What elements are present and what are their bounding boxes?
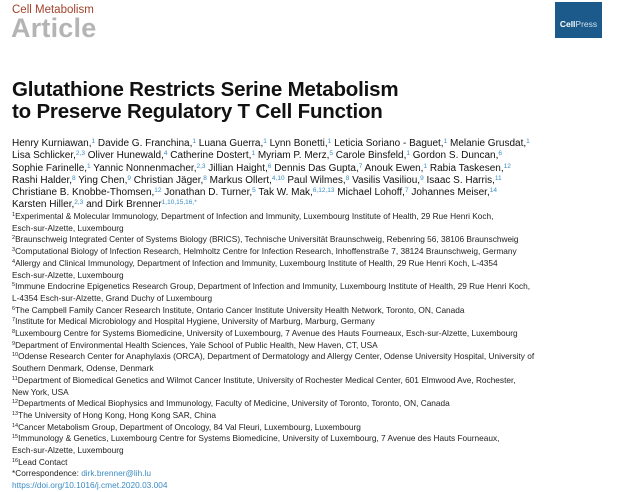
author-affiliation-ref[interactable]: 9 (127, 174, 131, 182)
affiliation-line (12, 328, 612, 340)
author-affiliation-ref[interactable]: 1 (443, 138, 448, 145)
affiliation-number: 1 (12, 212, 16, 218)
author-affiliation-ref[interactable]: 11 (494, 174, 502, 182)
author-name[interactable]: Henry Kurniawan, (12, 138, 92, 149)
affiliation-text: Southern Denmark, Odense, Denmark (12, 363, 154, 374)
affiliation-line (12, 246, 612, 258)
affiliation-text: Experimental & Molecular Immunology, Department of Infection and Immunity, Luxembourg Institute of Health, 29 Rue Henri Koch, (15, 211, 494, 221)
author-affiliation-ref[interactable]: 5 (329, 150, 333, 158)
affiliation-text: Braunschweig Integrated Center of Systems Biology (BRICS), Technische Universität Braunschweig, Rebenring 56, 38106 Braunschweig (15, 234, 519, 245)
affiliation-number: 14 (12, 422, 19, 429)
author-affiliation-ref[interactable]: 7 (358, 162, 363, 170)
author-line (12, 163, 612, 175)
author-affiliation-ref[interactable]: 14 (489, 187, 497, 195)
author-affiliation-ref[interactable]: 1 (251, 150, 256, 158)
author-line (12, 150, 612, 162)
affiliation-number: 11 (12, 375, 18, 382)
affiliation-number: 5 (12, 282, 16, 289)
author-name[interactable]: Jonathan D. Turner, (161, 187, 253, 199)
author-name[interactable]: Yannic Nonnenmacher, (90, 162, 197, 174)
affiliation-number: 7 (12, 317, 16, 324)
paper-title (12, 79, 398, 123)
author-name[interactable]: Rabia Taskesen, (427, 162, 504, 174)
author-affiliation-ref[interactable]: 1 (87, 162, 91, 170)
author-affiliation-ref[interactable]: 6 (267, 162, 272, 170)
affiliation-line (12, 433, 612, 445)
author-name[interactable]: Tak W. Mak, (255, 187, 313, 199)
affiliation-text: Department of Biomedical Genetics and Wilmot Cancer Institute, University of Rochester Medical Center, 601 Elmwood Ave, Rochester, (17, 374, 516, 385)
affiliation-text: Lead Contact (18, 456, 68, 467)
journal-name: Cell Metabolism (12, 4, 94, 16)
author-name[interactable]: Dennis Das Gupta, (271, 162, 359, 174)
affiliation-line (12, 422, 612, 434)
affiliation-text: Departments of Medical Biophysics and Immunology, Faculty of Medicine, University of Toronto, Toronto, ON, Canada (18, 398, 450, 409)
author-affiliation-ref[interactable]: 12 (154, 187, 162, 195)
doi-link[interactable]: https://doi.org/10.1016/j.cmet.2020.03.004 (12, 480, 168, 491)
author-affiliation-ref[interactable]: 12 (503, 162, 511, 170)
author-name[interactable]: Johannes Meiser, (408, 187, 490, 199)
affiliation-number: 9 (12, 340, 16, 347)
affiliation-text: Immune Endocrine Epigenetics Research Group, Department of Infection and Immunity, Luxembourg Institute of Health, 29 Rue Henri Koch, (15, 281, 531, 292)
author-name[interactable]: Lynn Bonetti, (266, 138, 328, 149)
author-affiliation-ref[interactable]: 1 (406, 150, 410, 158)
affiliation-number: 2 (12, 235, 16, 242)
author-affiliation-ref[interactable]: 2,3 (75, 150, 85, 158)
affiliation-number: 4 (12, 258, 16, 265)
affiliation-number: 13 (12, 410, 19, 417)
affiliation-text: L-4354 Esch-sur-Alzette, Grand Duchy of Luxembourg (12, 292, 213, 303)
author-name[interactable]: Leticia Soriano - Baguet, (331, 138, 444, 149)
affiliation-number: 12 (12, 399, 19, 406)
correspondence-email-link[interactable]: dirk.brenner@lih.lu (81, 468, 151, 479)
author-affiliation-ref[interactable]: 1 (327, 138, 332, 145)
author-name[interactable]: Paul Wilmes, (284, 174, 346, 186)
affiliation-line (12, 410, 612, 422)
author-affiliation-ref[interactable]: 8 (203, 174, 207, 182)
author-name[interactable]: Myriam P. Merz, (255, 150, 330, 162)
author-affiliation-ref[interactable]: 2,3 (74, 199, 84, 207)
correspondence-label: *Correspondence: (12, 468, 82, 479)
affiliation-number: 15 (12, 434, 19, 441)
article-type: Article (11, 13, 97, 43)
affiliation-text: Department of Environmental Health Sciences, Yale School of Public Health, New Haven, CT, USA (15, 339, 378, 350)
author-name[interactable]: Karsten Hiller, (12, 199, 75, 211)
author-affiliation-ref[interactable]: 8 (345, 174, 350, 182)
affiliation-line (12, 293, 612, 305)
affiliation-line (12, 351, 612, 363)
author-line (12, 138, 612, 150)
affiliation-number: 6 (12, 305, 16, 312)
author-name[interactable]: Isaac S. Harris, (423, 174, 495, 186)
author-affiliation-ref[interactable]: 4 (163, 150, 168, 158)
cellpress-logo[interactable] (555, 2, 602, 38)
affiliation-text: New York, USA (12, 386, 69, 397)
author-name[interactable]: Davide G. Franchina, (95, 138, 193, 149)
author-name[interactable]: Jillian Haight, (205, 162, 268, 174)
affiliation-line (12, 223, 612, 235)
affiliation-line (12, 258, 612, 270)
author-name[interactable]: Oliver Hunewald, (84, 150, 164, 162)
affiliation-text: Esch-sur-Alzette, Luxembourg (12, 222, 124, 233)
author-name[interactable]: Melanie Grusdat, (447, 138, 527, 149)
author-affiliation-ref[interactable]: 6 (498, 150, 502, 158)
author-name[interactable]: and Dirk Brenner (83, 199, 162, 211)
author-affiliation-ref[interactable]: 1 (423, 162, 428, 170)
affiliation-text: Computational Biology of Infection Research, Helmholtz Centre for Infection Research, Inhoffenstraße 7, 38124 Braunschweig, Germany (15, 246, 517, 257)
affiliation-line (12, 211, 612, 223)
author-name[interactable]: Carole Binsfeld, (332, 150, 407, 162)
affiliation-line (12, 457, 612, 469)
affiliation-line (12, 445, 612, 457)
author-line (12, 187, 612, 199)
author-name[interactable]: Rashi Halder, (12, 174, 73, 186)
author-affiliation-ref[interactable]: 1 (526, 138, 530, 145)
author-name[interactable]: Christian Jäger, (131, 174, 204, 186)
affiliation-text: Odense Research Center for Anaphylaxis (ORCA), Department of Dermatology and Allergy Center, Odense University Hospital, University of (18, 351, 535, 362)
author-name[interactable]: Catherine Dostert, (167, 150, 252, 162)
author-affiliation-ref[interactable]: 9 (420, 174, 424, 182)
author-affiliation-ref[interactable]: 1,10,15,16,* (161, 199, 197, 207)
affiliation-number: 3 (12, 247, 16, 254)
affiliation-line (12, 340, 612, 352)
affiliation-line (12, 270, 612, 282)
author-list (12, 138, 612, 212)
author-name[interactable]: Christiane B. Knobbe-Thomsen, (12, 187, 155, 199)
affiliation-text: Esch-sur-Alzette, Luxembourg (12, 269, 124, 280)
affiliation-text: Immunology & Genetics, Luxembourg Centre for Systems Biomedicine, University of Luxembourg, 7 Avenue des Hauts Fourneaux, (18, 433, 500, 444)
author-affiliation-ref[interactable]: 7 (404, 187, 409, 195)
author-line (12, 175, 612, 187)
author-affiliation-ref[interactable]: 2,3 (196, 162, 206, 170)
author-affiliation-ref[interactable]: 4,10 (271, 174, 285, 182)
affiliation-text: The Campbell Family Cancer Research Institute, Ontario Cancer Institute University Health Network, Toronto, ON, Canada (15, 304, 465, 315)
affiliation-number: 8 (12, 329, 16, 336)
author-name[interactable]: Markus Ollert, (206, 174, 272, 186)
affiliation-number: 16 (12, 457, 19, 464)
logo-light-text: Press (575, 19, 598, 29)
affiliation-text: Allergy and Clinical Immunology, Department of Infection and Immunity, Luxembourg Institute of Health, 29 Rue Henri Koch, L-4354 (15, 257, 498, 268)
affiliation-list (12, 211, 612, 492)
affiliation-text: Institute for Medical Microbiology and Hospital Hygiene, University of Marburg, Marburg, Germany (15, 316, 375, 327)
affiliation-line (12, 305, 612, 317)
affiliation-line (12, 234, 612, 246)
affiliation-line (12, 363, 612, 375)
author-name[interactable]: Gordon S. Duncan, (409, 150, 499, 162)
title-line-2: to Preserve Regulatory T Cell Function (12, 100, 383, 123)
affiliation-text: Esch-sur-Alzette, Luxembourg (12, 445, 124, 456)
logo-bold-text: Cell (559, 19, 576, 29)
author-affiliation-ref[interactable]: 1 (91, 138, 96, 145)
author-name[interactable]: Anouk Ewen, (362, 162, 424, 174)
author-affiliation-ref[interactable]: 5 (252, 187, 256, 195)
affiliation-line (12, 375, 612, 387)
author-name[interactable]: Ying Chen, (75, 174, 128, 186)
affiliation-text: Luxembourg Centre for Systems Biomedicine, University of Luxembourg, 7 Avenue des Hauts Fourneaux, Esch-sur-Alzette, Luxembourg (15, 328, 518, 339)
correspondence-line (12, 468, 612, 480)
author-affiliation-ref[interactable]: 1 (263, 138, 267, 145)
author-affiliation-ref[interactable]: 6,12,13 (312, 187, 335, 195)
affiliation-line (12, 387, 612, 399)
author-name[interactable]: Luana Guerra, (196, 138, 264, 149)
author-affiliation-ref[interactable]: 8 (72, 174, 76, 182)
author-name[interactable]: Lisa Schlicker, (12, 150, 76, 162)
author-name[interactable]: Vasilis Vasiliou, (349, 174, 421, 186)
author-name[interactable]: Michael Lohoff, (334, 187, 405, 199)
affiliation-line (12, 316, 612, 328)
author-name[interactable]: Sophie Farinelle, (12, 162, 88, 174)
affiliation-text: The University of Hong Kong, Hong Kong SAR, China (18, 409, 216, 420)
affiliation-number: 10 (12, 352, 19, 359)
affiliation-line (12, 281, 612, 293)
affiliation-text: Cancer Metabolism Group, Department of Oncology, 84 Val Fleuri, Luxembourg, Luxembourg (18, 421, 361, 432)
affiliation-line (12, 398, 612, 410)
author-affiliation-ref[interactable]: 1 (192, 138, 196, 145)
title-line-1: Glutathione Restricts Serine Metabolism (12, 78, 399, 101)
author-line (12, 199, 612, 211)
